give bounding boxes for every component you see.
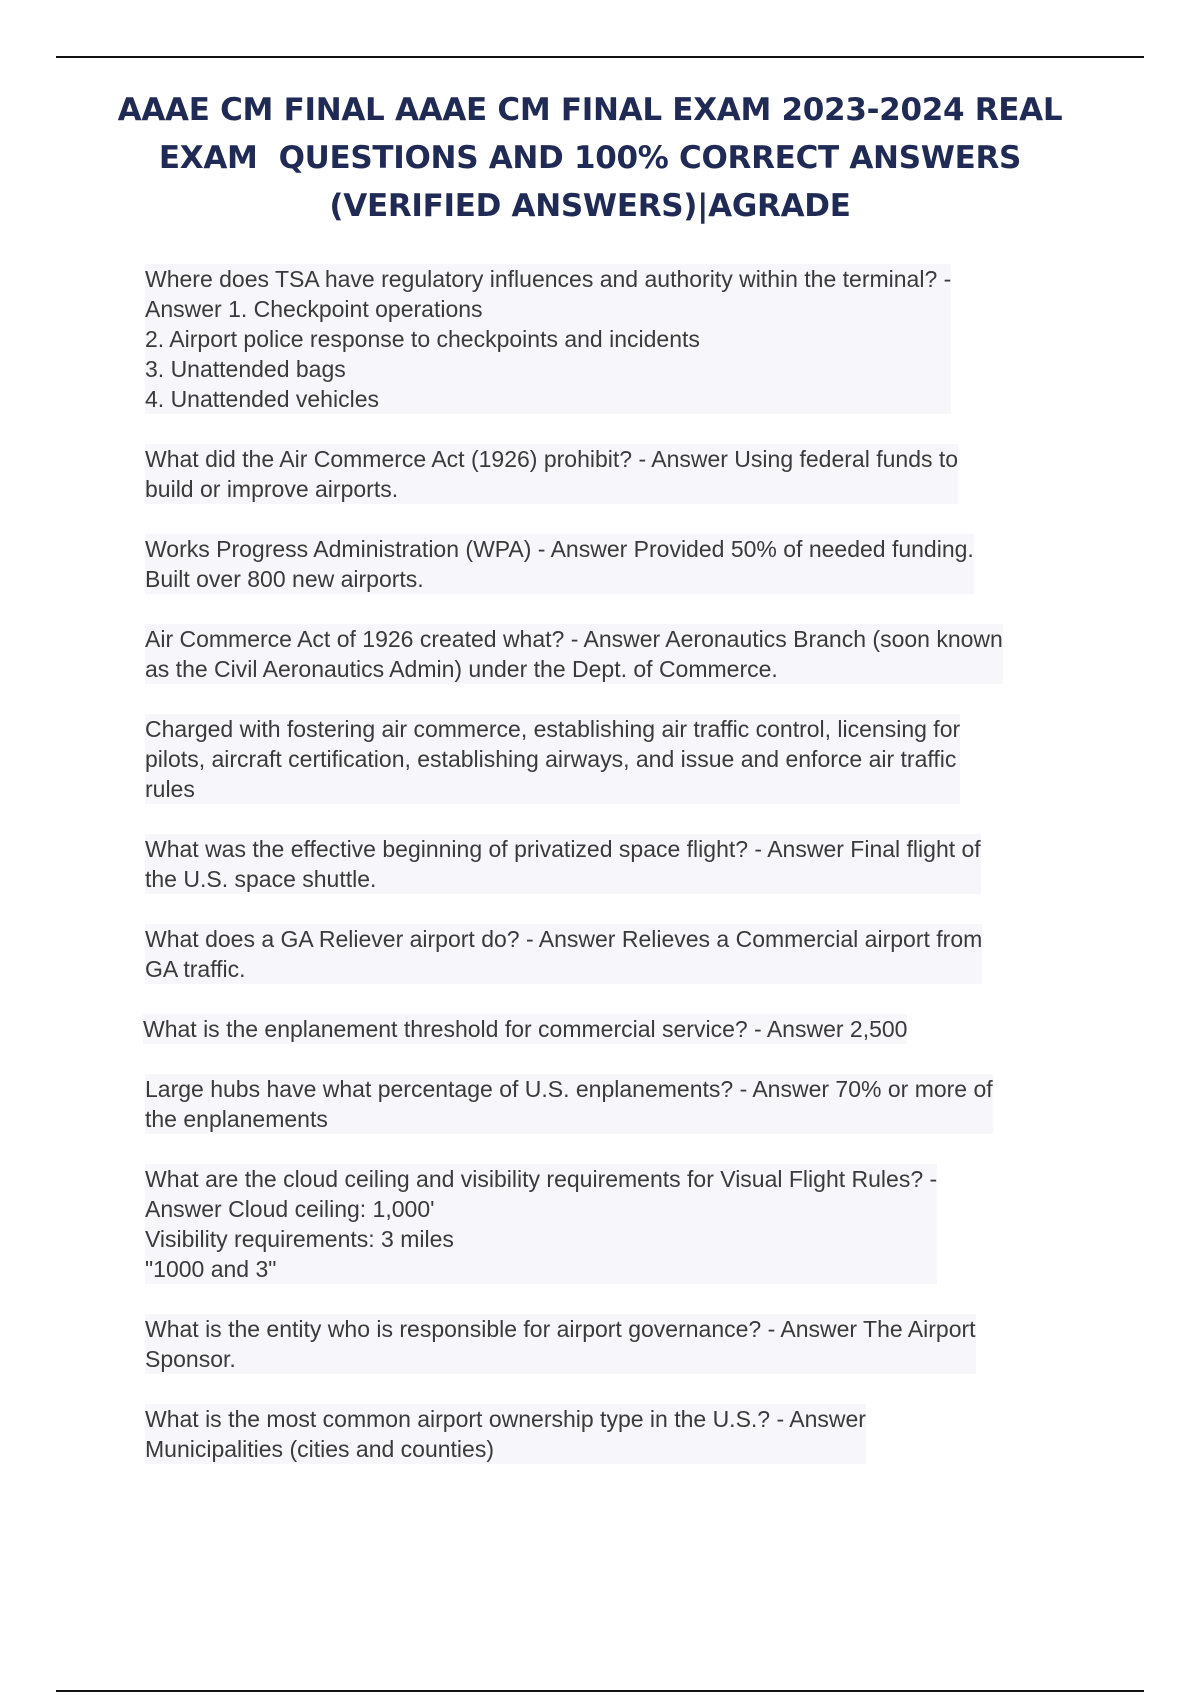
qa-item xyxy=(145,924,1065,984)
qa-item xyxy=(145,624,1065,684)
qa-text: What is the entity who is responsible for airport governance? - Answer The Airport Sponsor. xyxy=(145,1316,976,1372)
qa-text: What is the most common airport ownership type in the U.S.? - Answer Municipalities (cities and counties) xyxy=(145,1406,866,1462)
qa-item xyxy=(145,1074,1065,1134)
top-rule xyxy=(56,56,1144,58)
qa-list xyxy=(145,264,1065,1494)
qa-text: Air Commerce Act of 1926 created what? - Answer Aeronautics Branch (soon known as the Civil Aeronautics Admin) under the Dept. of Commerce. xyxy=(145,626,1003,682)
document-title xyxy=(110,86,1070,230)
qa-text: What did the Air Commerce Act (1926) prohibit? - Answer Using federal funds to build or improve airports. xyxy=(145,446,959,502)
qa-item xyxy=(143,1014,1065,1044)
qa-text: Works Progress Administration (WPA) - Answer Provided 50% of needed funding. Built over 800 new airports. xyxy=(145,536,974,592)
qa-item xyxy=(145,834,1065,894)
qa-item xyxy=(145,444,1065,504)
qa-item xyxy=(145,534,1065,594)
title-line-1: AAAE CM FINAL AAAE CM FINAL EXAM 2023-2024 REAL xyxy=(117,92,1063,128)
title-line-2: EXAM QUESTIONS AND 100% CORRECT ANSWERS xyxy=(158,140,1022,176)
qa-item xyxy=(145,1314,1065,1374)
qa-text: What are the cloud ceiling and visibility requirements for Visual Flight Rules? - Answer Cloud ceiling: 1,000' Visibility requirements: 3 miles "1000 and 3" xyxy=(145,1166,938,1282)
qa-item xyxy=(145,1164,1065,1284)
qa-item xyxy=(145,264,1065,414)
qa-text: What does a GA Reliever airport do? - Answer Relieves a Commercial airport from GA traffic. xyxy=(145,926,983,982)
qa-text: Charged with fostering air commerce, establishing air traffic control, licensing for pilots, aircraft certification, establishing airways, and issue and enforce air traffic rules xyxy=(145,716,961,802)
title-line-3: (VERIFIED ANSWERS)|AGRADE xyxy=(329,188,851,224)
qa-text: What is the enplanement threshold for commercial service? - Answer 2,500 xyxy=(143,1016,908,1042)
qa-text: Large hubs have what percentage of U.S. enplanements? - Answer 70% or more of the enplanements xyxy=(145,1076,993,1132)
qa-text: Where does TSA have regulatory influences and authority within the terminal? - Answer 1. Checkpoint operations 2. Airport police response to checkpoints and incidents 3. Unattended bags 4. Unattended vehicles xyxy=(145,266,952,412)
qa-item xyxy=(145,1404,1065,1464)
bottom-rule xyxy=(56,1690,1144,1692)
qa-item xyxy=(145,714,1065,804)
qa-text: What was the effective beginning of privatized space flight? - Answer Final flight of the U.S. space shuttle. xyxy=(145,836,981,892)
